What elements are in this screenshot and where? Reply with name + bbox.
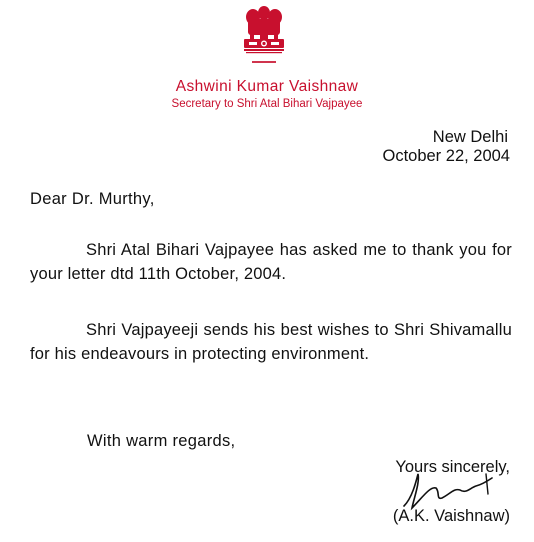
- body-paragraph-2: Shri Vajpayeeji sends his best wishes to Shri Shivamallu for his endeavours in protecting environment.: [30, 321, 512, 363]
- salutation: Dear Dr. Murthy,: [30, 190, 155, 208]
- closing-line: Yours sincerely,: [395, 458, 510, 476]
- signatory-name: (A.K. Vaishnaw): [392, 507, 510, 525]
- sender-name: Ashwini Kumar Vaishnaw: [175, 78, 359, 95]
- letter-date: October 22, 2004: [382, 147, 510, 165]
- body-paragraph-1: Shri Atal Bihari Vajpayee has asked me to thank you for your letter dtd 11th October, 2004.: [30, 241, 512, 283]
- letter-place: New Delhi: [432, 128, 508, 146]
- sender-title: Secretary to Shri Atal Bihari Vajpayee: [171, 98, 363, 110]
- regards-line: With warm regards,: [87, 432, 236, 450]
- state-emblem-icon: [236, 3, 292, 69]
